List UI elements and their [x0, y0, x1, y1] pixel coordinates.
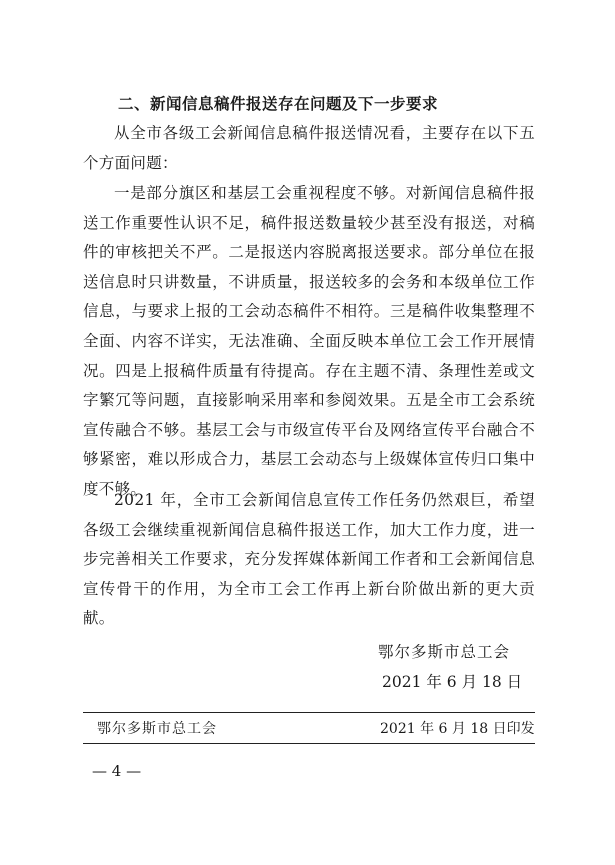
body-paragraph-3: 2021 年，全市工会新闻信息宣传工作任务仍然艰巨，希望各级工会继续重视新闻信息稿件报送工作，加大工作力度，进一步完善相关工作要求，充分发挥媒体新闻工作者和工会新闻信息宣传骨干的作用，为全市工会工作再上新台阶做出新的更大贡献。: [83, 491, 535, 628]
body-paragraph-2: 一是部分旗区和基层工会重视程度不够。对新闻信息稿件报送工作重要性认识不足，稿件报送数量较少甚至没有报送，对稿件的审核把关不严。二是报送内容脱离报送要求。部分单位在报送信息时只讲数量，不讲质量，报送较多的会务和本级单位工作信息，与要求上报的工会动态稿件不相符。三是稿件收集整理不全面、内容不详实，无法准确、全面反映本单位工会工作开展情况。四是上报稿件质量有待提高。存在主题不清、条理性差或文字繁冗等问题，直接影响采用率和参阅效果。五是全市工会系统宣传融合不够。基层工会与市级宣传平台及网络宣传平台融合不够紧密，难以形成合力，基层工会动态与上级媒体宣传归口集中度不够。: [83, 184, 535, 498]
signature-organization: 鄂尔多斯市总工会: [378, 643, 511, 661]
footer-rule-bottom: [83, 743, 535, 744]
page-number: — 4 —: [92, 762, 142, 780]
signature-date: 2021 年 6 月 18 日: [382, 673, 523, 691]
footer-rule-top: [83, 712, 535, 713]
footer-print-date: 2021 年 6 月 18 日印发: [380, 721, 535, 737]
footer-issuer: 鄂尔多斯市总工会: [97, 721, 217, 737]
section-heading: 二、新闻信息稿件报送存在问题及下一步要求: [118, 95, 439, 113]
body-paragraph-1: 从全市各级工会新闻信息稿件报送情况看，主要存在以下五个方面问题：: [83, 124, 535, 172]
